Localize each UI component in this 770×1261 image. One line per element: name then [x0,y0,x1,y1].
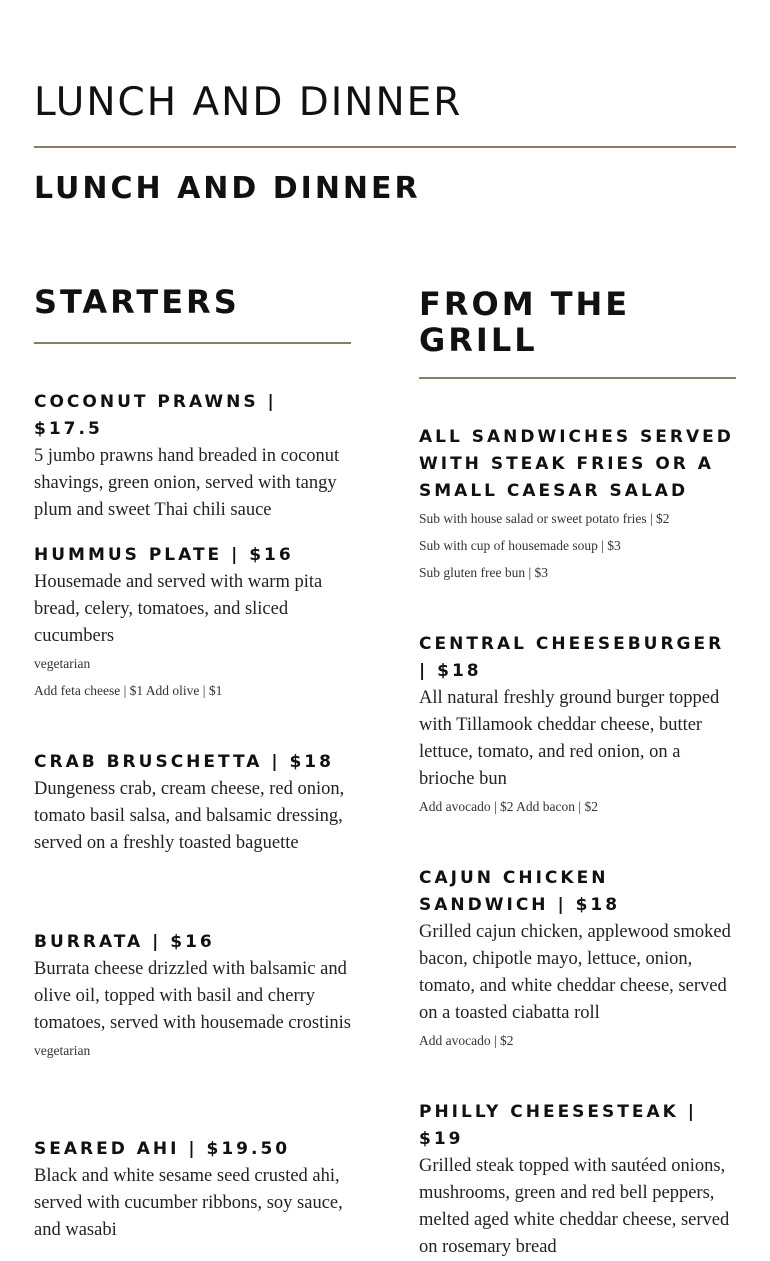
page-subtitle: LUNCH AND DINNER [34,171,421,206]
menu-item [419,424,736,586]
item-name: BURRATA | $16 [34,932,215,952]
item-substitution-note: Sub with house salad or sweet potato fries | $2 [419,511,670,526]
page-title: LUNCH AND DINNER [34,80,463,125]
menu-item [34,1136,351,1244]
item-dietary-note: vegetarian [34,656,91,671]
item-description: Housemade and served with warm pita bread, celery, tomatoes, and sliced cucumbers [34,572,323,646]
item-name: PHILLY CHEESESTEAK | $19 [419,1102,697,1149]
menu-item [34,542,351,704]
item-name: CENTRAL CHEESEBURGER | $18 [419,634,725,681]
item-name: COCONUT PRAWNS | $17.5 [34,392,277,439]
grill-divider [419,377,736,379]
item-name: HUMMUS PLATE | $16 [34,545,294,565]
item-substitution-note: Sub with cup of housemade soup | $3 [419,538,621,553]
item-addon-note: Add avocado | $2 Add bacon | $2 [419,799,598,814]
menu-item [419,865,659,919]
item-name: ALL SANDWICHES SERVED WITH STEAK FRIES OR A SMALL CAESAR SALAD [419,427,734,501]
item-description: Grilled steak topped with sautéed onions, mushrooms, green and red bell peppers, melted aged white cheddar cheese, served on rosemary bread [419,1156,730,1257]
menu-item [34,749,351,857]
item-description: Black and white sesame seed crusted ahi, served with cucumber ribbons, soy sauce, and wasabi [34,1166,343,1240]
item-description: Grilled cajun chicken, applewood smoked bacon, chipotle mayo, lettuce, onion, tomato, and white cheddar cheese, served on a toasted ciabatta roll [419,922,731,1023]
item-description: Burrata cheese drizzled with balsamic and olive oil, topped with basil and cherry tomatoes, served with housemade crostinis [34,959,352,1033]
item-addon-note: Add avocado | $2 [419,1033,514,1048]
menu-item [34,389,351,524]
item-description: 5 jumbo prawns hand breaded in coconut shavings, green onion, served with tangy plum and sweet Thai chili sauce [34,446,340,520]
menu-item [34,929,351,1064]
item-addon-note: Add feta cheese | $1 Add olive | $1 [34,683,223,698]
item-name: CAJUN CHICKEN SANDWICH | $18 [419,868,621,915]
menu-item [419,631,736,820]
title-divider [34,146,736,148]
starters-divider [34,342,351,344]
menu-item-body [419,919,736,1054]
section-title-grill: FROM THE GRILL [419,285,631,359]
menu-item [419,1099,736,1261]
item-substitution-note: Sub gluten free bun | $3 [419,565,549,580]
item-description: Dungeness crab, cream cheese, red onion, tomato basil salsa, and balsamic dressing, served on a freshly toasted baguette [34,779,345,853]
section-title-starters: STARTERS [34,283,240,321]
item-name: SEARED AHI | $19.50 [34,1139,291,1159]
item-description: All natural freshly ground burger topped with Tillamook cheddar cheese, butter lettuce, tomato, and red onion, on a brioche bun [419,688,720,789]
item-dietary-note: vegetarian [34,1043,91,1058]
item-name: CRAB BRUSCHETTA | $18 [34,752,334,772]
